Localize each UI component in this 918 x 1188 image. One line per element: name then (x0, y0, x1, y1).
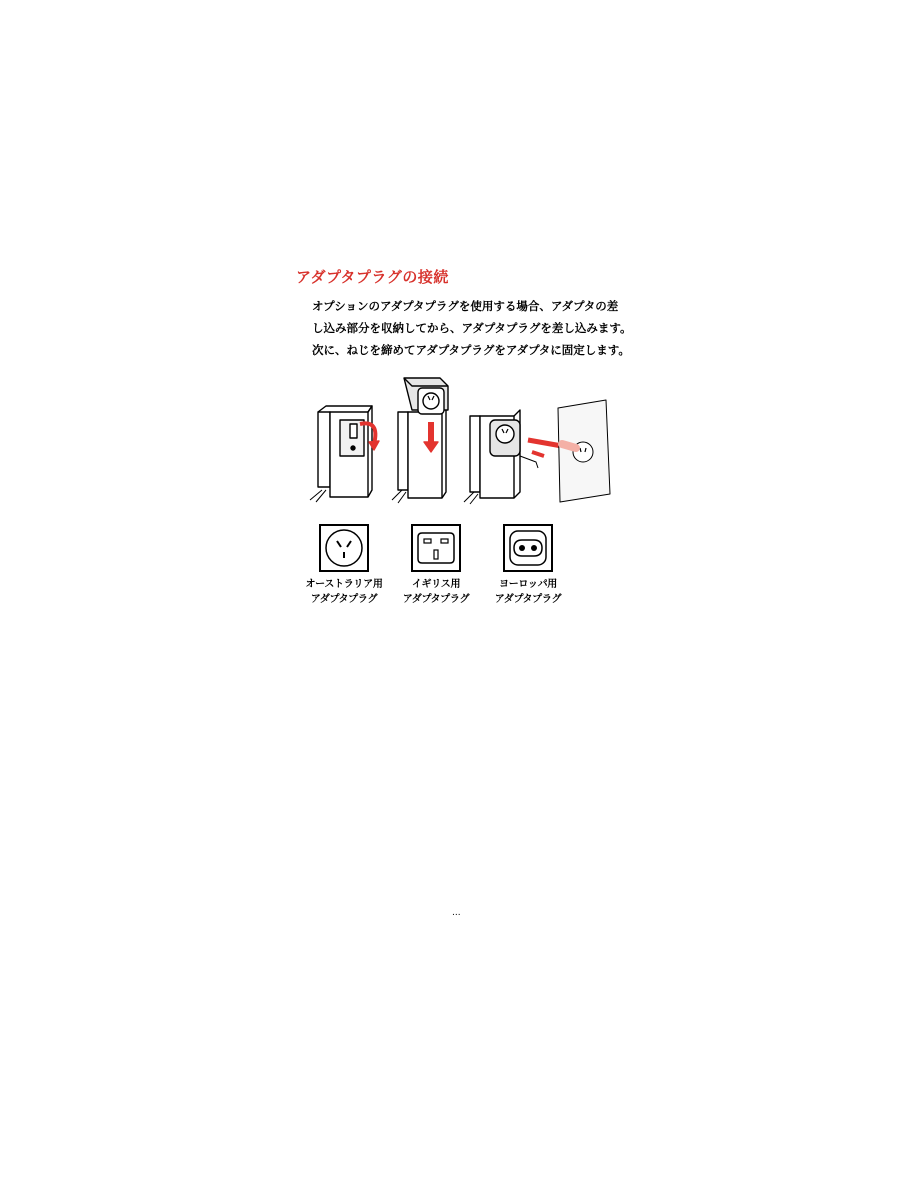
plug-type-australia (304, 523, 384, 607)
section-title: アダプタプラグの接続 (296, 268, 449, 286)
plug-type-europe (488, 523, 568, 607)
paragraph-line: オプションのアダプタプラグを使用する場合、アダプタの差 (312, 299, 619, 313)
step2-adapter-illustration (392, 378, 448, 503)
paragraph-line: 次に、ねじを締めてアダプタプラグをアダプタに固定します。 (312, 343, 630, 357)
instruction-paragraph (312, 295, 642, 361)
step1-adapter-illustration (310, 406, 372, 502)
wall-outlet-illustration (558, 400, 610, 502)
paragraph-line: し込み部分を収納してから、アダプタプラグを差し込みます。 (312, 321, 632, 335)
plug-type-caption-line2: アダプタプラグ (310, 594, 378, 605)
plug-type-uk (396, 523, 476, 607)
plug-type-caption-line1: イギリス用 (411, 579, 461, 590)
adapter-steps-illustration (300, 372, 620, 512)
plug-type-caption-line2: アダプタプラグ (494, 594, 562, 605)
australia-plug-icon (318, 523, 370, 573)
plug-type-caption-line1: オーストラリア用 (305, 579, 383, 590)
plug-type-caption-line2: アダプタプラグ (402, 594, 470, 605)
europe-plug-icon (502, 523, 554, 573)
uk-plug-icon (410, 523, 462, 573)
page-number: ... (452, 908, 461, 918)
plug-type-caption-line1: ヨーロッパ用 (499, 579, 557, 590)
insert-arrow-icon (528, 440, 562, 446)
step3-adapter-illustration (464, 410, 538, 504)
